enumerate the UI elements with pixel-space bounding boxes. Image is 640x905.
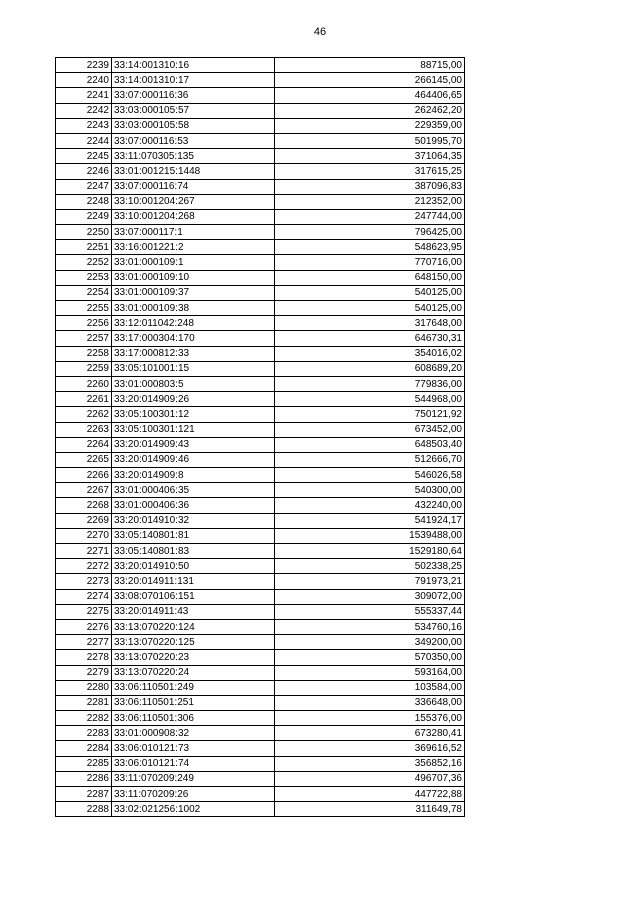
row-number-cell: 2254 (56, 285, 112, 300)
cadastral-number-cell: 33:11:070209:249 (112, 771, 275, 786)
row-number-cell: 2285 (56, 756, 112, 771)
cadastral-number-cell: 33:01:000908:32 (112, 726, 275, 741)
table-row (56, 407, 465, 422)
row-number-cell: 2276 (56, 619, 112, 634)
value-cell: 791973,21 (275, 574, 465, 589)
table-row (56, 726, 465, 741)
table-row (56, 103, 465, 118)
table-row (56, 392, 465, 407)
value-cell: 541924,17 (275, 513, 465, 528)
value-cell: 371064,35 (275, 149, 465, 164)
value-cell: 534760,16 (275, 619, 465, 634)
table-row (56, 650, 465, 665)
row-number-cell: 2275 (56, 604, 112, 619)
row-number-cell: 2277 (56, 635, 112, 650)
value-cell: 540125,00 (275, 301, 465, 316)
value-cell: 1529180,64 (275, 544, 465, 559)
value-cell: 354016,02 (275, 346, 465, 361)
row-number-cell: 2281 (56, 695, 112, 710)
row-number-cell: 2247 (56, 179, 112, 194)
value-cell: 229359,00 (275, 118, 465, 133)
value-cell: 1539488,00 (275, 528, 465, 543)
cadastral-number-cell: 33:13:070220:125 (112, 635, 275, 650)
value-cell: 648503,40 (275, 437, 465, 452)
cadastral-number-cell: 33:10:001204:268 (112, 209, 275, 224)
table-row (56, 209, 465, 224)
table-row (56, 133, 465, 148)
value-cell: 673452,00 (275, 422, 465, 437)
table-row (56, 225, 465, 240)
cadastral-number-cell: 33:14:001310:16 (112, 58, 275, 73)
value-cell: 608689,20 (275, 361, 465, 376)
value-cell: 356852,16 (275, 756, 465, 771)
cadastral-number-cell: 33:12:011042:248 (112, 316, 275, 331)
row-number-cell: 2242 (56, 103, 112, 118)
table-row (56, 680, 465, 695)
table-row (56, 787, 465, 802)
row-number-cell: 2269 (56, 513, 112, 528)
row-number-cell: 2256 (56, 316, 112, 331)
table-row (56, 58, 465, 73)
cadastral-number-cell: 33:02:021256:1002 (112, 802, 275, 817)
row-number-cell: 2264 (56, 437, 112, 452)
table-row (56, 316, 465, 331)
cadastral-number-cell: 33:07:000116:74 (112, 179, 275, 194)
cadastral-number-cell: 33:17:000812:33 (112, 346, 275, 361)
value-cell: 646730,31 (275, 331, 465, 346)
value-cell: 266145,00 (275, 73, 465, 88)
table-row (56, 346, 465, 361)
value-cell: 464406,65 (275, 88, 465, 103)
row-number-cell: 2241 (56, 88, 112, 103)
cadastral-number-cell: 33:06:110501:249 (112, 680, 275, 695)
cadastral-number-cell: 33:11:070209:26 (112, 787, 275, 802)
cadastral-number-cell: 33:07:000117:1 (112, 225, 275, 240)
row-number-cell: 2255 (56, 301, 112, 316)
table-row (56, 255, 465, 270)
table-row (56, 771, 465, 786)
value-cell: 570350,00 (275, 650, 465, 665)
table-row (56, 361, 465, 376)
value-cell: 496707,36 (275, 771, 465, 786)
table-row (56, 452, 465, 467)
cadastral-number-cell: 33:01:000406:36 (112, 498, 275, 513)
value-cell: 103584,00 (275, 680, 465, 695)
table-row (56, 118, 465, 133)
row-number-cell: 2286 (56, 771, 112, 786)
row-number-cell: 2265 (56, 452, 112, 467)
row-number-cell: 2279 (56, 665, 112, 680)
table-row (56, 589, 465, 604)
cadastral-number-cell: 33:01:000109:1 (112, 255, 275, 270)
row-number-cell: 2267 (56, 483, 112, 498)
row-number-cell: 2259 (56, 361, 112, 376)
row-number-cell: 2250 (56, 225, 112, 240)
table-row (56, 468, 465, 483)
cadastral-number-cell: 33:03:000105:58 (112, 118, 275, 133)
table-row (56, 544, 465, 559)
row-number-cell: 2282 (56, 711, 112, 726)
row-number-cell: 2266 (56, 468, 112, 483)
row-number-cell: 2251 (56, 240, 112, 255)
value-cell: 309072,00 (275, 589, 465, 604)
row-number-cell: 2253 (56, 270, 112, 285)
row-number-cell: 2245 (56, 149, 112, 164)
row-number-cell: 2287 (56, 787, 112, 802)
value-cell: 311649,78 (275, 802, 465, 817)
cadastral-number-cell: 33:06:010121:73 (112, 741, 275, 756)
value-cell: 779836,00 (275, 376, 465, 391)
table-row (56, 695, 465, 710)
table-row (56, 270, 465, 285)
value-cell: 155376,00 (275, 711, 465, 726)
cadastral-number-cell: 33:03:000105:57 (112, 103, 275, 118)
value-cell: 648150,00 (275, 270, 465, 285)
value-cell: 512666,70 (275, 452, 465, 467)
cadastral-number-cell: 33:16:001221:2 (112, 240, 275, 255)
cadastral-number-cell: 33:20:014909:8 (112, 468, 275, 483)
cadastral-number-cell: 33:20:014911:43 (112, 604, 275, 619)
table-row (56, 741, 465, 756)
cadastral-number-cell: 33:01:001215:1448 (112, 164, 275, 179)
cadastral-number-cell: 33:06:110501:306 (112, 711, 275, 726)
cadastral-number-cell: 33:01:000803:5 (112, 376, 275, 391)
value-cell: 88715,00 (275, 58, 465, 73)
table-row (56, 483, 465, 498)
table-row (56, 574, 465, 589)
value-cell: 796425,00 (275, 225, 465, 240)
cadastral-number-cell: 33:05:101001:15 (112, 361, 275, 376)
table-row (56, 619, 465, 634)
table-row (56, 285, 465, 300)
row-number-cell: 2283 (56, 726, 112, 741)
row-number-cell: 2260 (56, 376, 112, 391)
cadastral-number-cell: 33:07:000116:36 (112, 88, 275, 103)
table-row (56, 665, 465, 680)
row-number-cell: 2249 (56, 209, 112, 224)
row-number-cell: 2274 (56, 589, 112, 604)
table-row (56, 88, 465, 103)
table-row (56, 756, 465, 771)
value-cell: 317648,00 (275, 316, 465, 331)
value-cell: 447722,88 (275, 787, 465, 802)
cadastral-number-cell: 33:05:140801:81 (112, 528, 275, 543)
value-cell: 750121,92 (275, 407, 465, 422)
row-number-cell: 2288 (56, 802, 112, 817)
value-cell: 247744,00 (275, 209, 465, 224)
table-row (56, 513, 465, 528)
value-cell: 336648,00 (275, 695, 465, 710)
cadastral-number-cell: 33:08:070106:151 (112, 589, 275, 604)
value-cell: 540125,00 (275, 285, 465, 300)
table-row (56, 331, 465, 346)
cadastral-number-cell: 33:20:014909:46 (112, 452, 275, 467)
cadastral-number-cell: 33:13:070220:24 (112, 665, 275, 680)
value-cell: 546026,58 (275, 468, 465, 483)
table-row (56, 149, 465, 164)
value-cell: 540300,00 (275, 483, 465, 498)
table-row (56, 498, 465, 513)
table-row (56, 164, 465, 179)
page-number: 46 (313, 26, 327, 38)
row-number-cell: 2248 (56, 194, 112, 209)
cadastral-number-cell: 33:01:000109:37 (112, 285, 275, 300)
row-number-cell: 2272 (56, 559, 112, 574)
row-number-cell: 2246 (56, 164, 112, 179)
table-row (56, 559, 465, 574)
value-cell: 770716,00 (275, 255, 465, 270)
table-row (56, 194, 465, 209)
registry-table (55, 57, 465, 817)
table-row (56, 711, 465, 726)
cadastral-number-cell: 33:06:010121:74 (112, 756, 275, 771)
cadastral-number-cell: 33:20:014910:50 (112, 559, 275, 574)
row-number-cell: 2239 (56, 58, 112, 73)
value-cell: 387096,83 (275, 179, 465, 194)
cadastral-number-cell: 33:01:000109:38 (112, 301, 275, 316)
row-number-cell: 2278 (56, 650, 112, 665)
value-cell: 593164,00 (275, 665, 465, 680)
table-row (56, 301, 465, 316)
row-number-cell: 2243 (56, 118, 112, 133)
cadastral-number-cell: 33:13:070220:23 (112, 650, 275, 665)
cadastral-number-cell: 33:17:000304:170 (112, 331, 275, 346)
row-number-cell: 2268 (56, 498, 112, 513)
row-number-cell: 2280 (56, 680, 112, 695)
cadastral-number-cell: 33:20:014909:26 (112, 392, 275, 407)
row-number-cell: 2257 (56, 331, 112, 346)
cadastral-number-cell: 33:01:000406:35 (112, 483, 275, 498)
cadastral-number-cell: 33:05:100301:121 (112, 422, 275, 437)
cadastral-number-cell: 33:07:000116:53 (112, 133, 275, 148)
value-cell: 349200,00 (275, 635, 465, 650)
cadastral-number-cell: 33:20:014910:32 (112, 513, 275, 528)
cadastral-number-cell: 33:05:140801:83 (112, 544, 275, 559)
row-number-cell: 2240 (56, 73, 112, 88)
row-number-cell: 2284 (56, 741, 112, 756)
table-row (56, 802, 465, 817)
cadastral-number-cell: 33:14:001310:17 (112, 73, 275, 88)
table-row (56, 422, 465, 437)
value-cell: 544968,00 (275, 392, 465, 407)
registry-table-body (56, 58, 465, 817)
row-number-cell: 2252 (56, 255, 112, 270)
row-number-cell: 2270 (56, 528, 112, 543)
row-number-cell: 2258 (56, 346, 112, 361)
row-number-cell: 2273 (56, 574, 112, 589)
cadastral-number-cell: 33:05:100301:12 (112, 407, 275, 422)
table-row (56, 73, 465, 88)
value-cell: 548623,95 (275, 240, 465, 255)
cadastral-number-cell: 33:20:014911:131 (112, 574, 275, 589)
cadastral-number-cell: 33:13:070220:124 (112, 619, 275, 634)
value-cell: 317615,25 (275, 164, 465, 179)
table-row (56, 240, 465, 255)
value-cell: 262462,20 (275, 103, 465, 118)
row-number-cell: 2244 (56, 133, 112, 148)
table-row (56, 376, 465, 391)
row-number-cell: 2262 (56, 407, 112, 422)
value-cell: 555337,44 (275, 604, 465, 619)
value-cell: 502338,25 (275, 559, 465, 574)
table-row (56, 604, 465, 619)
cadastral-number-cell: 33:01:000109:10 (112, 270, 275, 285)
table-row (56, 437, 465, 452)
value-cell: 673280,41 (275, 726, 465, 741)
table-row (56, 528, 465, 543)
cadastral-number-cell: 33:10:001204:267 (112, 194, 275, 209)
value-cell: 501995,70 (275, 133, 465, 148)
table-row (56, 179, 465, 194)
value-cell: 212352,00 (275, 194, 465, 209)
table-row (56, 635, 465, 650)
cadastral-number-cell: 33:20:014909:43 (112, 437, 275, 452)
cadastral-number-cell: 33:11:070305:135 (112, 149, 275, 164)
value-cell: 432240,00 (275, 498, 465, 513)
row-number-cell: 2261 (56, 392, 112, 407)
row-number-cell: 2271 (56, 544, 112, 559)
value-cell: 369616,52 (275, 741, 465, 756)
row-number-cell: 2263 (56, 422, 112, 437)
cadastral-number-cell: 33:06:110501:251 (112, 695, 275, 710)
